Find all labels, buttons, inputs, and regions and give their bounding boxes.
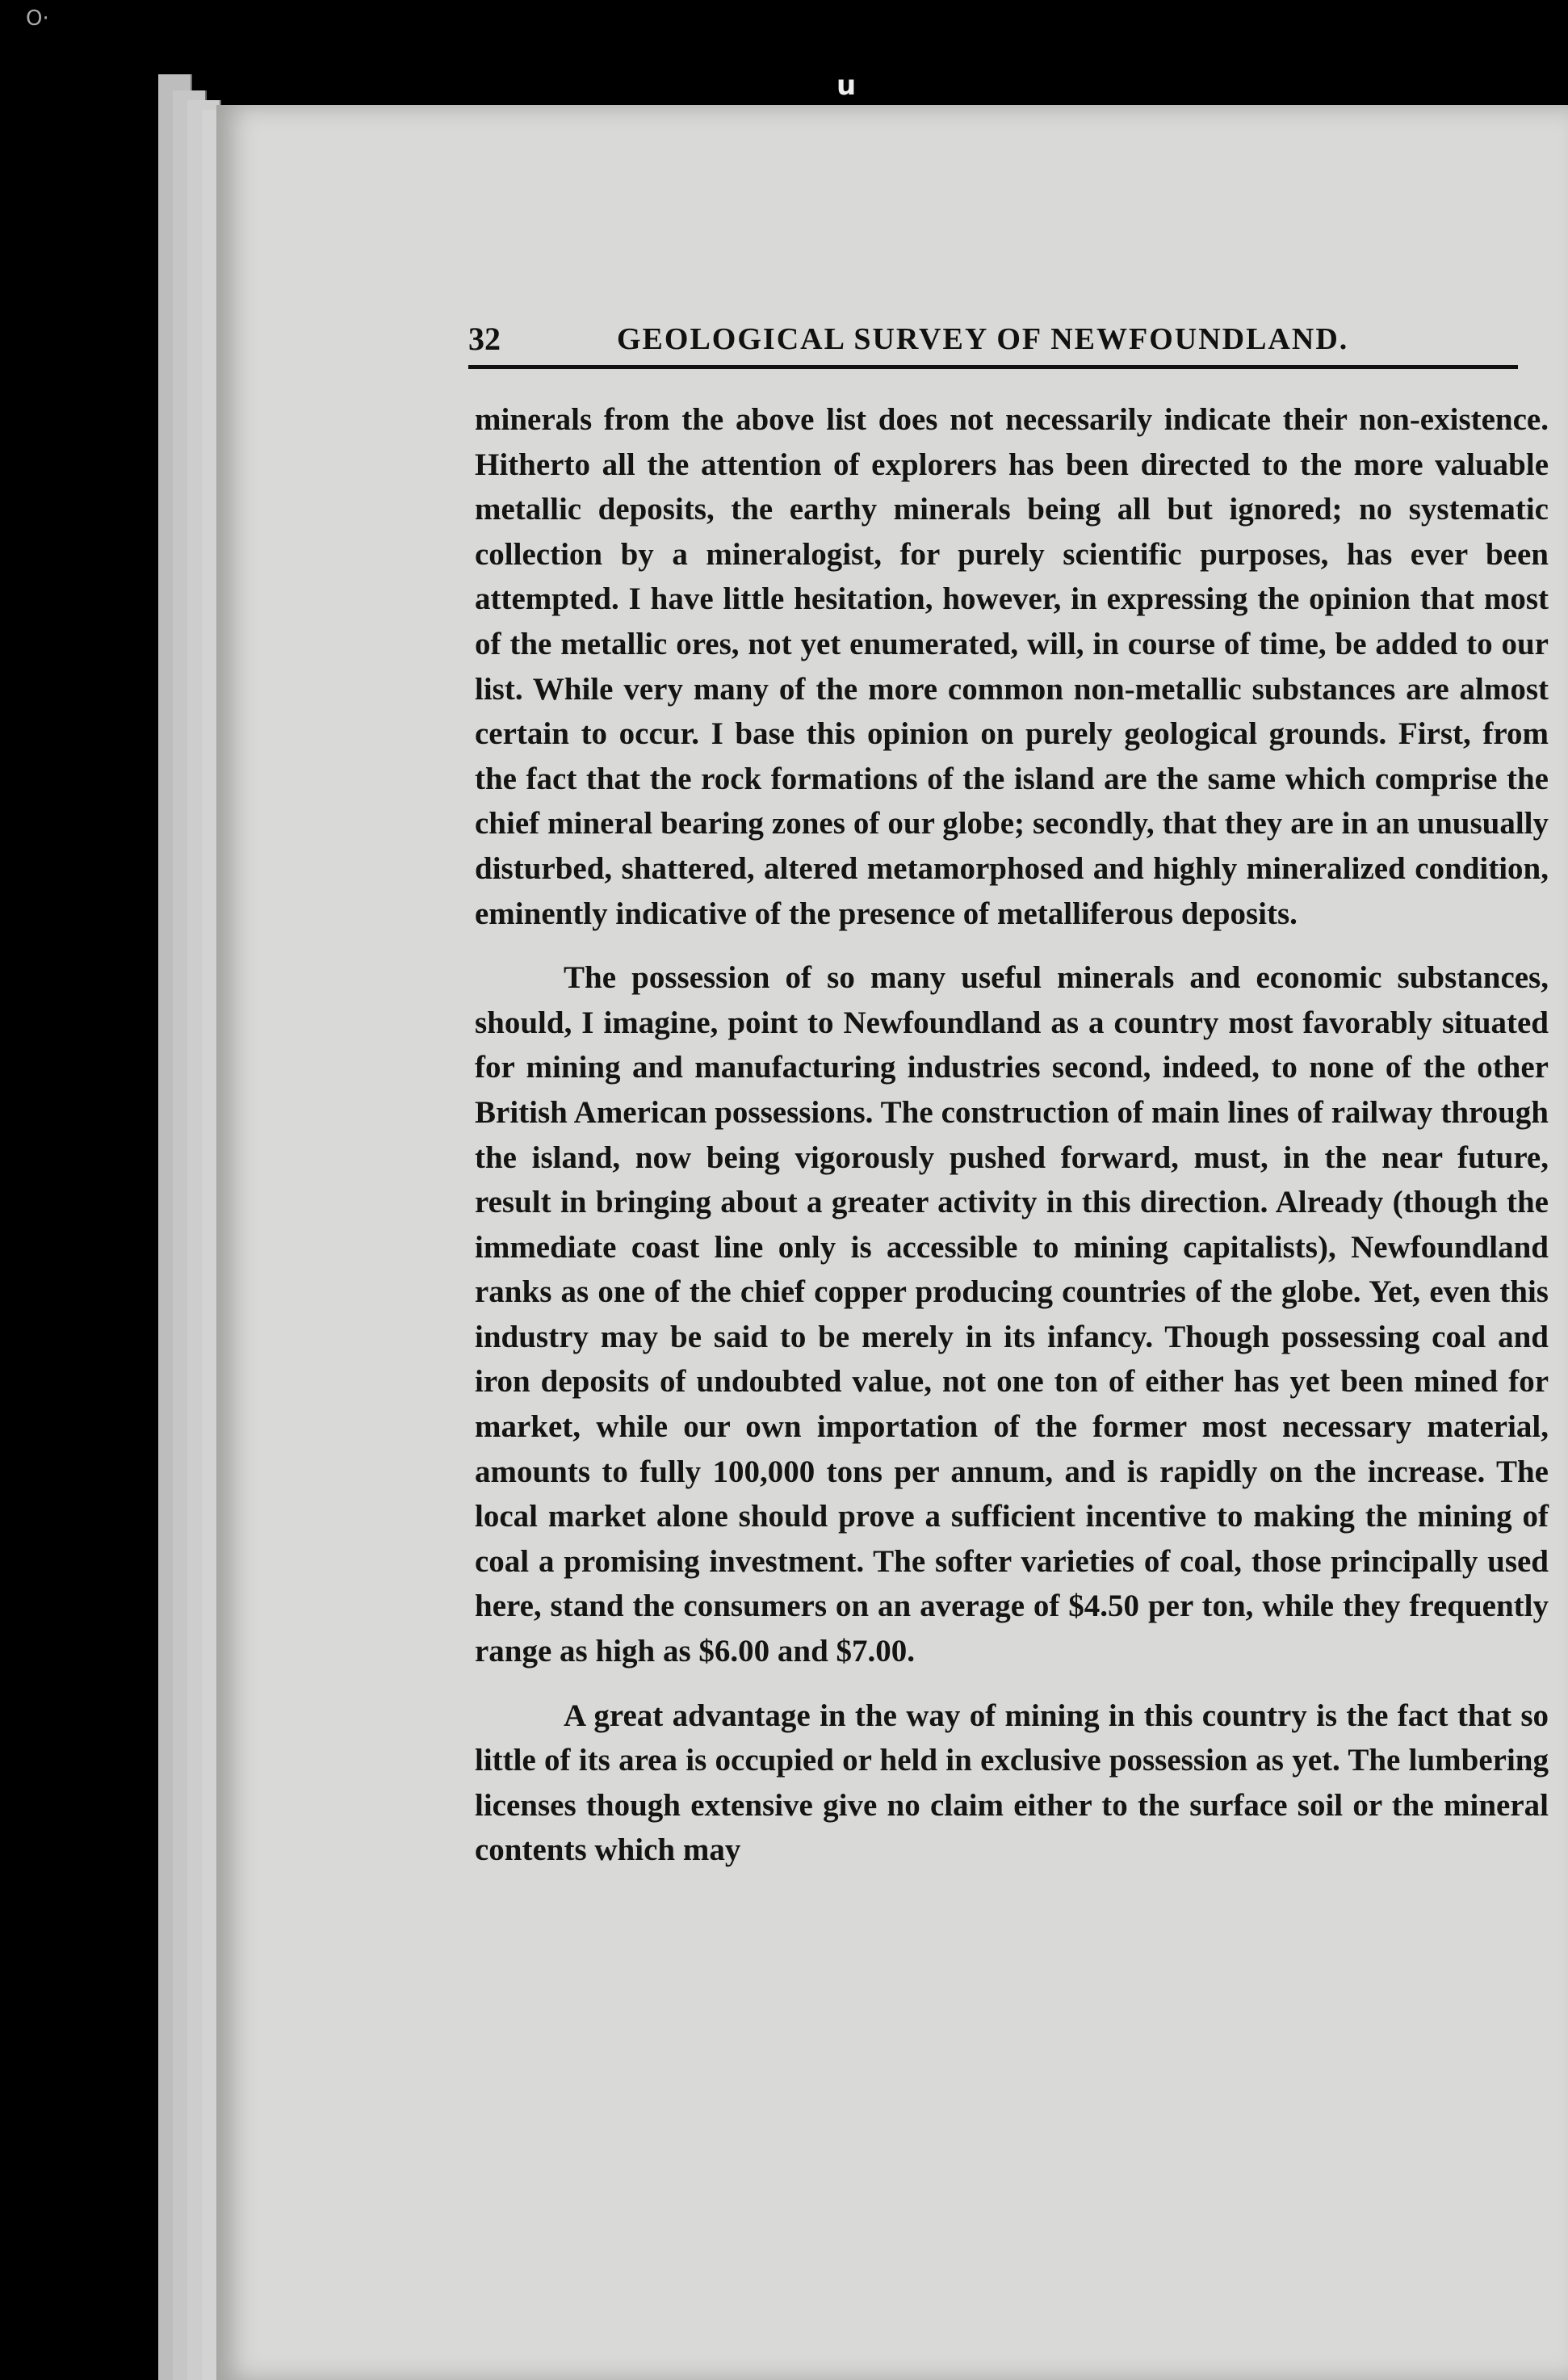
corner-scan-mark: O·	[26, 6, 49, 31]
paragraph-possession: The possession of so many useful minerals and economic substances, should, I imagine, point to Newfoundland as a country most favorably situated for mining and manufacturing industries second, indeed, to none of the other British American possessions. The construction of main lines of railway through the island, now being vigorously pushed forward, must, in the near future, result in bringing about a greater activity in this direction. Already (though the immediate coast line only is accessible to mining capitalists), Newfoundland ranks as one of the chief copper producing countries of the globe. Yet, even this industry may be said to be merely in its infancy. Though possessing coal and iron deposits of undoubted value, not one ton of either has yet been mined for market, while our own importation of the former most necessary material, amounts to fully 100,000 tons per annum, and is rapidly on the increase. The local market alone should prove a sufficient incentive to making the mining of coal a promising investment. The softer varieties of coal, those principally used here, stand the consumers on an average of $4.50 per ton, while they frequently range as high as $6.00 and $7.00.	[475, 960, 1549, 1669]
page-number: 32	[468, 321, 501, 357]
running-head-title: GEOLOGICAL SURVEY OF NEWFOUNDLAND.	[617, 322, 1349, 356]
body-text	[475, 397, 1549, 1892]
top-scan-mark: u	[836, 69, 857, 102]
paragraph-continuation: minerals from the above list does not necessarily indicate their non-existence. Hitherto all the attention of explorers has been directed to the more valuable metallic deposits, the earthy minerals being all but ignored; no systematic collection by a mineralogist, for purely scientific purposes, has ever been attempted. I have little hesitation, however, in expressing the opinion that most of the metallic ores, not yet enumerated, will, in course of time, be added to our list. While very many of the more common non-metallic substances are almost certain to occur. I base this opinion on purely geological grounds. First, from the fact that the rock formations of the island are the same which comprise the chief mineral bearing zones of our globe; secondly, that they are in an unusually disturbed, shattered, altered metamorphosed and highly mineralized condition, eminently indicative of the presence of metalliferous deposits.	[475, 402, 1549, 931]
running-head	[468, 320, 1518, 369]
paragraph-advantage: A great advantage in the way of mining in this country is the fact that so little of its area is occupied or held in exclusive possession as yet. The lumbering licenses though extensive give no claim either to the surface soil or the mineral contents which may	[475, 1698, 1549, 1868]
